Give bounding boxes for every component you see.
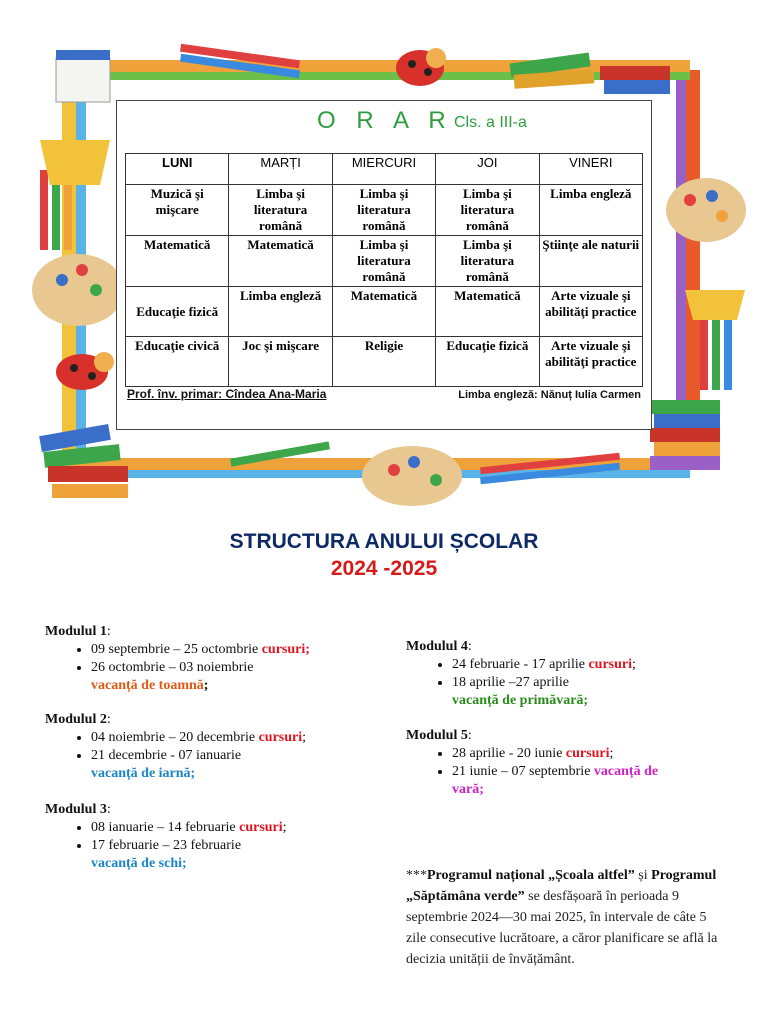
courses-label: cursuri [588, 657, 633, 672]
module-3: Modulul 3: • 08 ianuarie – 14 februarie cursuri; • 17 februarie – 23 februarie vacanță de schi; [45, 802, 385, 873]
timetable-cell: Joc şi mişcare [229, 337, 332, 387]
module-title: Modulul 2 [45, 712, 107, 727]
timetable [125, 153, 643, 387]
module-periods [45, 729, 385, 765]
module-periods [406, 745, 736, 799]
timetable-cell: Limba şi literatura română [332, 236, 435, 287]
timetable-cell: Matematică [332, 287, 435, 337]
class-label: Cls. a III-a [454, 114, 527, 131]
list-item: • 09 septembrie – 25 octombrie cursuri; [91, 641, 385, 659]
vacation-label: vacanță de toamnă; [91, 678, 209, 693]
timetable-cell: Educaţie fizică [126, 287, 229, 337]
summer-vacation-label: vacanță de [593, 764, 659, 779]
timetable-cell: Limba şi literatura română [332, 185, 435, 236]
timetable-row [126, 287, 643, 337]
list-item: • 21 decembrie - 07 ianuarie [91, 747, 385, 765]
timetable-cell: Arte vizuale şi abilităţi practice [539, 287, 642, 337]
module-1: Modulul 1: • 09 septembrie – 25 octombrie cursuri; • 26 octombrie – 03 noiembrie vacanță de toamnă; [45, 624, 385, 695]
vacation-label: vacanță de primăvară; [452, 693, 589, 708]
list-item: • 08 ianuarie – 14 februarie cursuri; [91, 819, 385, 837]
timetable-cell: Religie [332, 337, 435, 387]
book-stack-bottom-right-icon [650, 400, 720, 470]
program-green-week: Programul „Săptămâna verde” [406, 868, 717, 904]
structure-title: STRUCTURA ANULUI ȘCOLAR [229, 530, 539, 553]
day-header-thursday: JOI [436, 154, 539, 185]
book-stack-top-left-icon [56, 50, 110, 102]
vacation-label: vacanță de iarnă; [91, 766, 196, 781]
module-title: Modulul 4 [406, 639, 468, 654]
day-header-monday: LUNI [126, 154, 229, 185]
timetable-row [126, 236, 643, 287]
courses-label: cursuri [258, 730, 303, 745]
timetable-cell: Ştiinţe ale naturii [539, 236, 642, 287]
timetable-title: O R A R [317, 107, 453, 134]
list-item: • 24 februarie - 17 aprilie cursuri; [452, 656, 736, 674]
list-item: • 18 aprilie –27 aprilie [452, 674, 736, 692]
module-2: Modulul 2: • 04 noiembrie – 20 decembrie cursuri; • 21 decembrie - 07 ianuarie vacanță de iarnă; [45, 712, 385, 783]
school-year: 2024 -2025 [330, 557, 438, 580]
teacher-name: Prof. înv. primar: Cîndea Ana-Maria [127, 387, 327, 401]
timetable-cell: Educaţie fizică [436, 337, 539, 387]
timetable-cell: Limba engleză [229, 287, 332, 337]
summer-vacation-label-cont: vară; [452, 782, 484, 797]
timetable-cell: Limba engleză [539, 185, 642, 236]
list-item: • 26 octombrie – 03 noiembrie [91, 659, 385, 677]
program-school-altfel: Programul național „Școala altfel” [427, 868, 635, 883]
timetable-cell: Matematică [229, 236, 332, 287]
timetable-header-row [126, 154, 643, 185]
program-note: ***Programul național „Școala altfel” și Programul „Săptămâna verde” se desfășoară în perioada 9 septembrie 2024—30 mai 2025, în intervale de câte 5 zile consecutive lucrătoare, a căror planificare se află la decizia unității de învățământ. [406, 868, 718, 967]
timetable-cell: Limba şi literatura română [229, 185, 332, 236]
list-item: • 04 noiembrie – 20 decembrie cursuri; [91, 729, 385, 747]
timetable-cell: Limba şi literatura română [436, 185, 539, 236]
module-title: Modulul 3 [45, 802, 107, 817]
program-note-text: se desfășoară în perioada 9 septembrie 2024—30 mai 2025, în intervale de câte 5 zile consecutive lucrătoare, a căror planificare se află la decizia unității de învățământ. [406, 889, 718, 967]
day-header-wednesday: MIERCURI [332, 154, 435, 185]
timetable-row [126, 185, 643, 236]
module-periods [406, 656, 736, 692]
day-header-friday: VINERI [539, 154, 642, 185]
module-5: Modulul 5: • 28 aprilie - 20 iunie cursuri; • 21 iunie – 07 septembrie vacanță de vară; [406, 728, 736, 799]
vacation-label: vacanță de schi; [91, 856, 187, 871]
day-header-tuesday: MARȚI [229, 154, 332, 185]
list-item: • 28 aprilie - 20 iunie cursuri; [452, 745, 736, 763]
book-stack-top-right-icon [509, 53, 670, 94]
timetable-cell: Muzică şi mişcare [126, 185, 229, 236]
english-teacher: Limba engleză: Nănuț Iulia Carmen [458, 389, 641, 401]
module-title: Modulul 5 [406, 728, 468, 743]
courses-label: cursuri; [261, 642, 310, 657]
timetable-cell: Matematică [126, 236, 229, 287]
courses-label: cursuri [239, 820, 283, 835]
courses-label: cursuri [565, 746, 610, 761]
timetable-row [126, 337, 643, 387]
module-4: Modulul 4: • 24 februarie - 17 aprilie cursuri; • 18 aprilie –27 aprilie vacanță de primăvară; [406, 639, 736, 710]
list-item: • 21 iunie – 07 septembrie vacanță de vară; [452, 763, 736, 799]
module-title: Modulul 1 [45, 624, 107, 639]
timetable-cell: Arte vizuale şi abilităţi practice [539, 337, 642, 387]
timetable-cell: Matematică [436, 287, 539, 337]
list-item: • 17 februarie – 23 februarie [91, 837, 385, 855]
timetable-cell: Limba şi literatura română [436, 236, 539, 287]
timetable-cell: Educaţie civică [126, 337, 229, 387]
module-periods [45, 819, 385, 855]
timetable-card [116, 100, 652, 430]
module-periods [45, 641, 385, 677]
